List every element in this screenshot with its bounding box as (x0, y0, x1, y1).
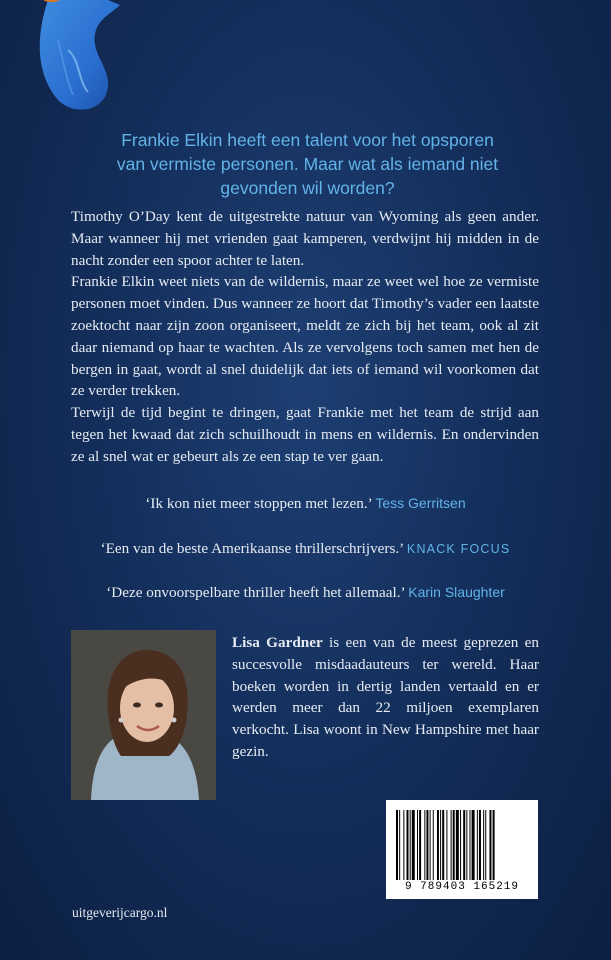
review-quote (30, 495, 581, 513)
quote-text: ‘Ik kon niet meer stoppen met lezen.’ (145, 495, 372, 512)
author-bio-text: is een van de meest geprezen en succesvolle misdaadauteurs ter wereld. Haar boeken worden in dertig landen vertaald en er werden meer dan 22 miljoen exemplaren verkocht. Lisa woont in New Hampshire met haar gezin. (232, 634, 539, 760)
quote-source: Karin Slaughter (408, 584, 505, 600)
synopsis (71, 206, 539, 468)
quote-text: ‘Een van de beste Amerikaanse thrillerschrijvers.’ (100, 540, 404, 557)
author-portrait-illustration (71, 630, 216, 800)
tagline: Frankie Elkin heeft een talent voor het opsporen van vermiste personen. Maar wat als iemand niet gevonden wil worden? (116, 130, 499, 198)
barcode-icon (396, 810, 528, 880)
synopsis-paragraph: Timothy O’Day kent de uitgestrekte natuur van Wyoming als geen ander. Maar wanneer hij met vrienden gaat kamperen, verdwijnt hij midden in de nacht zonder een spoor achter te laten. (71, 208, 539, 269)
author-name: Lisa Gardner (232, 634, 323, 651)
isbn-number: 9 789403 165219 (404, 881, 520, 893)
synopsis-paragraph: Frankie Elkin weet niets van de wildernis, maar ze weet wel hoe ze vermiste personen moet vinden. Dus wanneer ze hoort dat Timothy’s vader een laatste zoektocht naar zijn zoon organiseert, meldt ze zich bij het team, ook al zit daar niemand op haar te wachten. Als ze vervolgens toch samen met hen de bergen in gaat, wordt al snel duidelijk dat iets of iemand wil voorkomen dat ze verder trekken. (71, 273, 539, 400)
author-bio (232, 632, 539, 763)
quote-text: ‘Deze onvoorspelbare thriller heeft het allemaal.’ (106, 584, 405, 601)
publisher-website[interactable]: uitgeverijcargo.nl (72, 905, 168, 920)
review-quote (30, 584, 581, 602)
blue-petal-illustration (28, 0, 123, 115)
synopsis-paragraph: Terwijl de tijd begint te dringen, gaat Frankie met het team de strijd aan tegen het kwaad dat zich schuilhoudt in mens en wildernis. En ondervinden ze al snel wat er gebeurt als ze een stap te ver gaan. (71, 404, 539, 465)
review-quote (30, 540, 581, 558)
quote-source: KNACK FOCUS (406, 542, 511, 556)
author-photo (71, 630, 216, 800)
barcode-label (386, 800, 538, 899)
quote-source: Tess Gerritsen (375, 495, 466, 511)
